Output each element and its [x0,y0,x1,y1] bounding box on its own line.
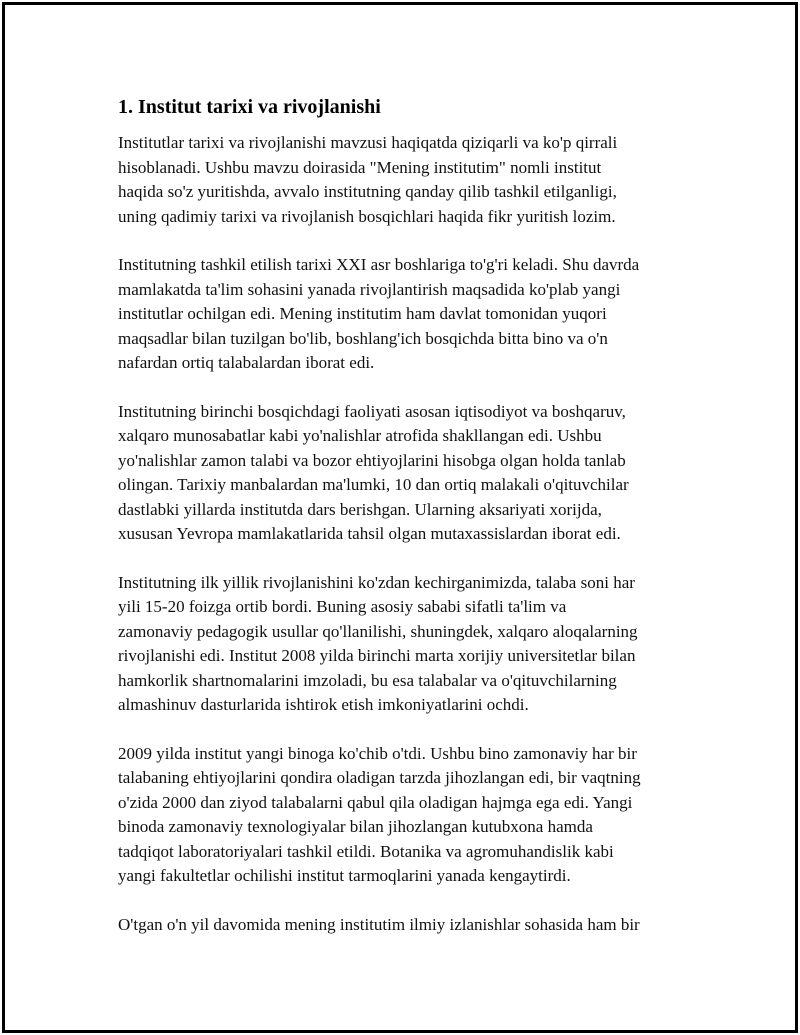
paragraph-1 [118,131,698,229]
text-line: xususan Yevropa mamlakatlarida tahsil olgan mutaxassislardan iborat edi. [118,524,621,543]
text-line: Institutning ilk yillik rivojlanishini ko'zdan kechirganimizda, talaba soni har [118,572,635,592]
text-line: haqida so'z yuritishda, avvalo institutning qanday qilib tashkil etilganligi, [118,182,617,201]
text-line: 2009 yilda institut yangi binoga ko'chib o'tdi. Ushbu bino zamonaviy har bir [118,743,637,763]
text-line: uning qadimiy tarixi va rivojlanish bosqichlari haqida fikr yuritish lozim. [118,206,616,226]
text-line: hamkorlik shartnomalarini imzoladi, bu esa talabalar va o'qituvchilarning [118,670,617,690]
text-line: almashinuv dasturlarida ishtirok etish imkoniyatlarini ochdi. [118,695,529,714]
text-line: rivojlanishi edi. Institut 2008 yilda birinchi marta xorijiy universitetlar bilan [118,646,636,665]
text-line: yo'nalishlar zamon talabi va bozor ehtiyojlarini hisobga olgan holda tanlab [118,450,626,470]
text-line: Institutlar tarixi va rivojlanishi mavzusi haqiqatda qiziqarli va ko'p qirrali [118,133,618,152]
text-line: olingan. Tarixiy manbalardan ma'lumki, 10 dan ortiq malakali o'qituvchilar [118,475,629,494]
text-line: hisoblanadi. Ushbu mavzu doirasida "Mening institutim" nomli institut [118,157,602,177]
text-line: nafardan ortiq talabalardan iborat edi. [118,353,375,372]
text-line: zamonaviy pedagogik usullar qo'llanilishi, shuningdek, xalqaro aloqalarning [118,621,638,641]
paragraph-6 [118,913,698,938]
text-line: institutlar ochilgan edi. Mening institutim ham davlat tomonidan yuqori [118,304,607,323]
text-line: binoda zamonaviy texnologiyalar bilan jihozlangan kutubxona hamda [118,817,593,836]
text-line: O'tgan o'n yil davomida mening institutim ilmiy izlanishlar sohasida ham bir [118,914,640,934]
text-line: o'zida 2000 dan ziyod talabalarni qabul qila oladigan hajmga ega edi. Yangi [118,792,633,812]
text-line: yili 15-20 foizga ortib bordi. Buning asosiy sababi sifatli ta'lim va [118,597,567,616]
paragraph-3 [118,400,698,547]
text-line: Institutning birinchi bosqichdagi faoliyati asosan iqtisodiyot va boshqaruv, [118,401,626,421]
document-body [118,94,698,961]
text-line: mamlakatda ta'lim sohasini yanada rivojlantirish maqsadida ko'plab yangi [118,279,621,299]
paragraph-4 [118,571,698,718]
text-line: tadqiqot laboratoriyalari tashkil etildi. Botanika va agromuhandislik kabi [118,841,614,861]
section-heading: 1. Institut tarixi va rivojlanishi [118,96,381,118]
text-line: xalqaro munosabatlar kabi yo'nalishlar atrofida shakllangan edi. Ushbu [118,426,602,445]
paragraph-2 [118,253,698,376]
text-line: Institutning tashkil etilish tarixi XXI asr boshlariga to'g'ri keladi. Shu davrda [118,255,640,274]
paragraph-5 [118,742,698,889]
text-line: dastlabki yillarda institutda dars berishgan. Ularning aksariyati xorijda, [118,499,602,519]
text-line: maqsadlar bilan tuzilgan bo'lib, boshlang'ich bosqichda bitta bino va o'n [118,328,608,348]
text-line: talabaning ehtiyojlarini qondira oladigan tarzda jihozlangan edi, bir vaqtning [118,768,641,787]
text-line: yangi fakultetlar ochilishi institut tarmoqlarini yanada kengaytirdi. [118,866,571,885]
